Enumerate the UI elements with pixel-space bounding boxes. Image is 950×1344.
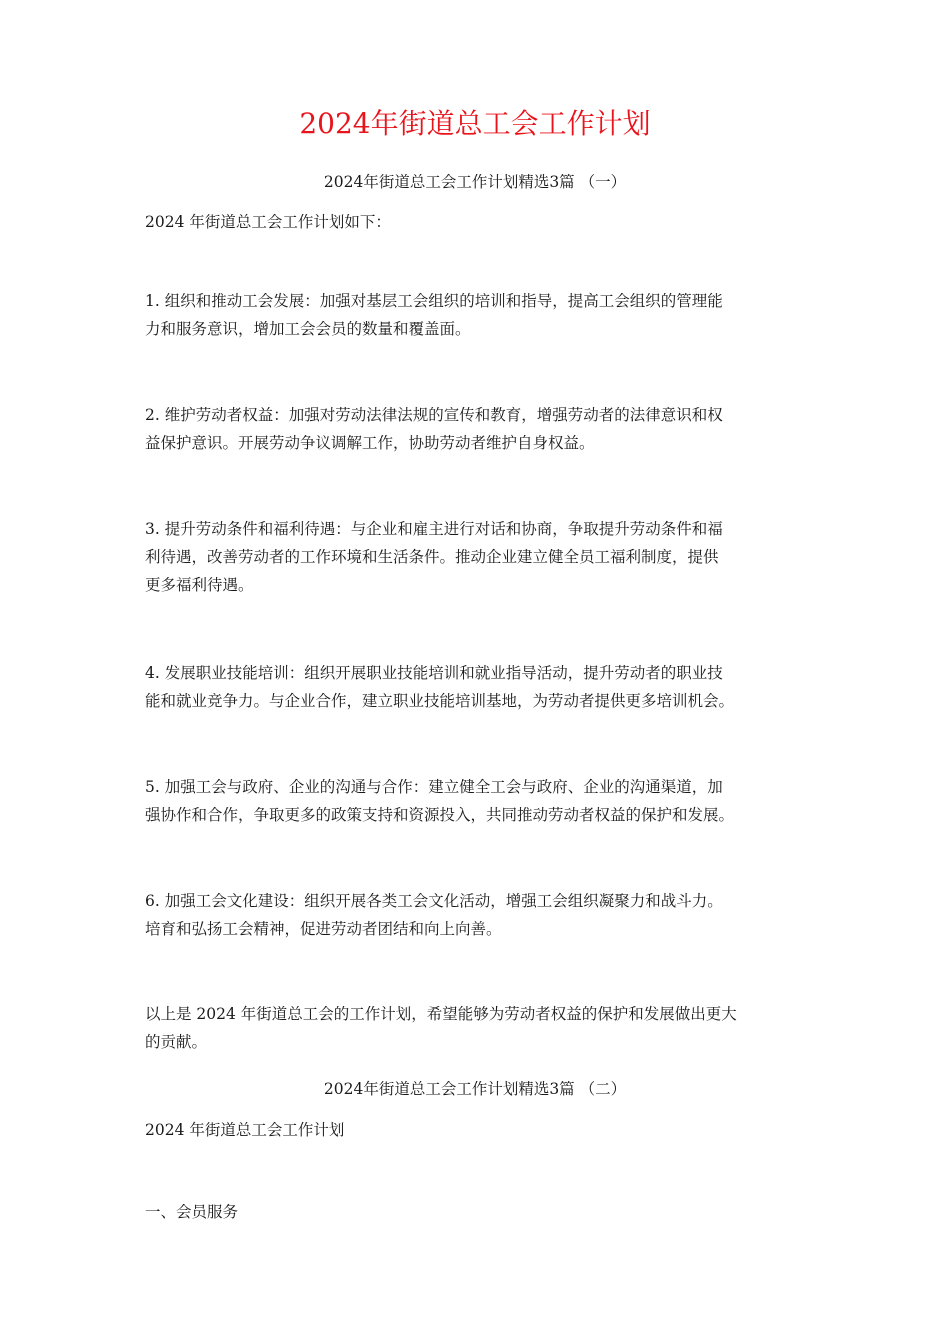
plan-item-5-line-2: 强协作和合作，争取更多的政策支持和资源投入，共同推动劳动者权益的保护和发展。 bbox=[145, 806, 735, 824]
intro-paragraph: 2024 年街道总工会工作计划如下： bbox=[145, 213, 391, 231]
document-title: 2024年街道总工会工作计划 bbox=[299, 107, 651, 140]
plan-item-4 bbox=[145, 659, 825, 715]
plan-item-1-line-2: 力和服务意识，增加工会会员的数量和覆盖面。 bbox=[145, 320, 471, 338]
section-2-heading: 2024年街道总工会工作计划精选3篇 （二） bbox=[323, 1080, 627, 1098]
conclusion-line-2: 的贡献。 bbox=[145, 1033, 208, 1051]
plan-item-3-line-3: 更多福利待遇。 bbox=[145, 576, 254, 594]
conclusion-paragraph bbox=[145, 1000, 825, 1056]
plan-item-1 bbox=[145, 287, 825, 343]
plan-item-3 bbox=[145, 515, 825, 599]
plan-item-2-line-1: 2. 维护劳动者权益：加强对劳动法律法规的宣传和教育，增强劳动者的法律意识和权 bbox=[145, 406, 723, 424]
plan-item-6 bbox=[145, 887, 825, 943]
plan-item-4-line-2: 能和就业竞争力。与企业合作，建立职业技能培训基地，为劳动者提供更多培训机会。 bbox=[145, 692, 735, 710]
conclusion-line-1: 以上是 2024 年街道总工会的工作计划，希望能够为劳动者权益的保护和发展做出更大 bbox=[145, 1005, 737, 1023]
section-2-intro: 2024 年街道总工会工作计划 bbox=[145, 1121, 345, 1139]
section-2-first-heading: 一、会员服务 bbox=[145, 1203, 239, 1221]
plan-item-3-line-1: 3. 提升劳动条件和福利待遇：与企业和雇主进行对话和协商，争取提升劳动条件和福 bbox=[145, 520, 723, 538]
plan-item-1-line-1: 1. 组织和推动工会发展：加强对基层工会组织的培训和指导，提高工会组织的管理能 bbox=[145, 292, 723, 310]
plan-item-4-line-1: 4. 发展职业技能培训：组织开展职业技能培训和就业指导活动，提升劳动者的职业技 bbox=[145, 664, 723, 682]
plan-item-6-line-2: 培育和弘扬工会精神，促进劳动者团结和向上向善。 bbox=[145, 920, 502, 938]
plan-item-5 bbox=[145, 773, 825, 829]
plan-item-2 bbox=[145, 401, 825, 457]
plan-item-2-line-2: 益保护意识。开展劳动争议调解工作，协助劳动者维护自身权益。 bbox=[145, 434, 595, 452]
section-1-heading: 2024年街道总工会工作计划精选3篇 （一） bbox=[323, 173, 627, 191]
plan-item-6-line-1: 6. 加强工会文化建设：组织开展各类工会文化活动，增强工会组织凝聚力和战斗力。 bbox=[145, 892, 723, 910]
plan-item-3-line-2: 利待遇，改善劳动者的工作环境和生活条件。推动企业建立健全员工福利制度，提供 bbox=[145, 548, 719, 566]
plan-item-5-line-1: 5. 加强工会与政府、企业的沟通与合作：建立健全工会与政府、企业的沟通渠道，加 bbox=[145, 778, 723, 796]
